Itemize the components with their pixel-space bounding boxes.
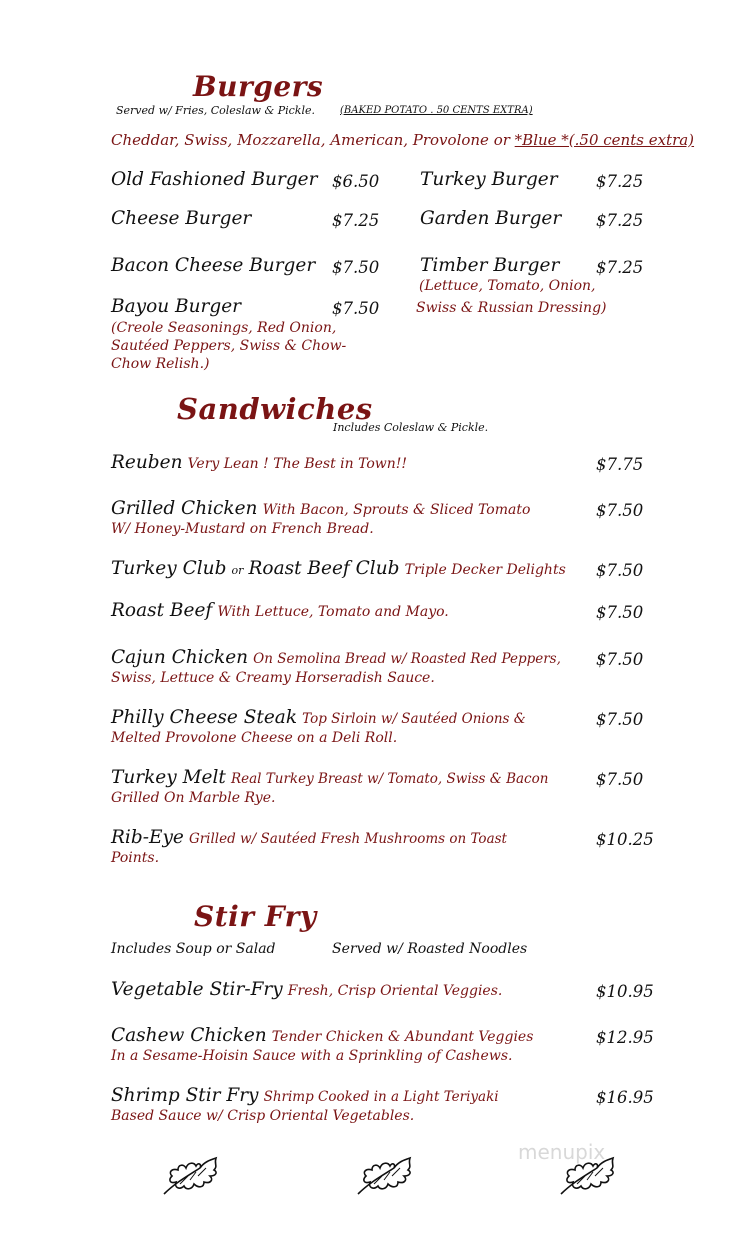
sandwich-name: Rib-Eye xyxy=(111,827,184,848)
oak-leaf-icon xyxy=(354,1154,418,1198)
burger-name: Cheese Burger xyxy=(111,208,252,229)
sandwich-name: Grilled Chicken xyxy=(111,498,258,519)
stirfry-desc: In a Sesame-Hoisin Sauce with a Sprinkling of Cashews. xyxy=(111,1048,513,1064)
sandwich-name: Turkey Club xyxy=(111,558,227,579)
burger-desc: (Creole Seasonings, Red Onion, xyxy=(111,320,337,336)
sandwich-row xyxy=(111,558,566,579)
sandwich-row xyxy=(111,600,449,621)
stirfry-price: $16.95 xyxy=(596,1088,654,1107)
sandwich-row xyxy=(111,827,507,848)
sandwich-desc: With Bacon, Sprouts & Sliced Tomato xyxy=(262,502,531,518)
sandwich-or: or xyxy=(231,564,244,577)
burger-price: $7.50 xyxy=(332,299,380,318)
burger-name: Bacon Cheese Burger xyxy=(111,255,316,276)
sandwiches-heading: Sandwiches xyxy=(177,392,373,426)
stirfry-name: Cashew Chicken xyxy=(111,1025,267,1046)
stirfry-price: $10.95 xyxy=(596,982,654,1001)
sandwich-row xyxy=(111,707,526,728)
stirfry-desc: Fresh, Crisp Oriental Veggies. xyxy=(287,983,503,999)
burger-desc: Chow Relish.) xyxy=(111,356,210,372)
burger-desc: Swiss & Russian Dressing) xyxy=(416,300,607,316)
sandwich-price: $7.50 xyxy=(596,603,644,622)
sandwich-desc: Top Sirloin w/ Sautéed Onions & xyxy=(302,711,526,727)
burger-desc: (Lettuce, Tomato, Onion, xyxy=(419,278,596,294)
stirfry-row xyxy=(111,979,502,1000)
sandwich-row xyxy=(111,498,530,519)
stirfry-price: $12.95 xyxy=(596,1028,654,1047)
sandwiches-note: Includes Coleslaw & Pickle. xyxy=(333,421,489,434)
sandwich-price: $7.50 xyxy=(596,650,644,669)
stirfry-desc: Shrimp Cooked in a Light Teriyaki xyxy=(263,1089,499,1105)
sandwich-desc: Grilled w/ Sautéed Fresh Mushrooms on Toast xyxy=(188,831,507,847)
sandwich-price: $7.50 xyxy=(596,710,644,729)
sandwich-row xyxy=(111,452,407,473)
burger-price: $7.50 xyxy=(332,258,380,277)
stirfry-name: Vegetable Stir-Fry xyxy=(111,979,283,1000)
stirfry-note-soup: Includes Soup or Salad xyxy=(111,941,276,957)
burger-price: $7.25 xyxy=(596,258,644,277)
sandwich-desc: With Lettuce, Tomato and Mayo. xyxy=(217,604,449,620)
cheese-blue: *Blue *(.50 cents extra) xyxy=(514,131,695,149)
sandwich-row xyxy=(111,647,561,668)
oak-leaf-icon xyxy=(557,1154,621,1198)
sandwich-price: $7.50 xyxy=(596,770,644,789)
sandwich-desc: Triple Decker Delights xyxy=(404,562,566,578)
cheese-list: Cheddar, Swiss, Mozzarella, American, Provolone or xyxy=(111,131,515,149)
stirfry-name: Shrimp Stir Fry xyxy=(111,1085,259,1106)
burger-name: Timber Burger xyxy=(420,255,560,276)
sandwich-price: $7.50 xyxy=(596,501,644,520)
sandwich-desc: Melted Provolone Cheese on a Deli Roll. xyxy=(111,730,398,746)
sandwich-name: Roast Beef Club xyxy=(248,558,400,579)
stirfry-row xyxy=(111,1025,533,1046)
sandwich-desc: Points. xyxy=(111,850,160,866)
sandwich-name: Philly Cheese Steak xyxy=(111,707,298,728)
sandwich-desc: Grilled On Marble Rye. xyxy=(111,790,276,806)
burger-price: $7.25 xyxy=(596,211,644,230)
sandwich-desc: Very Lean ! The Best in Town!! xyxy=(187,456,408,472)
sandwich-desc: Swiss, Lettuce & Creamy Horseradish Sauce. xyxy=(111,670,435,686)
burger-name: Garden Burger xyxy=(420,208,562,229)
burgers-baked-note: (BAKED POTATO . 50 CENTS EXTRA) xyxy=(340,105,533,116)
cheese-options xyxy=(111,131,694,149)
stirfry-desc: Based Sauce w/ Crisp Oriental Vegetables. xyxy=(111,1108,415,1124)
stirfry-heading: Stir Fry xyxy=(194,900,317,933)
sandwich-name: Reuben xyxy=(111,452,183,473)
sandwich-price: $7.75 xyxy=(596,455,644,474)
sandwich-price: $7.50 xyxy=(596,561,644,580)
burger-price: $6.50 xyxy=(332,172,380,191)
sandwich-name: Turkey Melt xyxy=(111,767,226,788)
watermark: menupix xyxy=(518,1140,606,1164)
stirfry-note-noodles: Served w/ Roasted Noodles xyxy=(332,941,528,957)
sandwich-desc: W/ Honey-Mustard on French Bread. xyxy=(111,521,374,537)
burger-desc: Sautéed Peppers, Swiss & Chow- xyxy=(111,338,347,354)
oak-leaf-icon xyxy=(160,1154,224,1198)
burgers-served-note: Served w/ Fries, Coleslaw & Pickle. xyxy=(116,104,315,117)
burger-name: Old Fashioned Burger xyxy=(111,169,318,190)
burger-price: $7.25 xyxy=(596,172,644,191)
sandwich-name: Roast Beef xyxy=(111,600,213,621)
stirfry-desc: Tender Chicken & Abundant Veggies xyxy=(271,1029,534,1045)
burgers-heading: Burgers xyxy=(193,70,324,103)
stirfry-row xyxy=(111,1085,499,1106)
burger-name: Turkey Burger xyxy=(420,169,558,190)
burger-name: Bayou Burger xyxy=(111,296,241,317)
sandwich-row xyxy=(111,767,548,788)
sandwich-desc: Real Turkey Breast w/ Tomato, Swiss & Bacon xyxy=(230,771,549,787)
burger-price: $7.25 xyxy=(332,211,380,230)
sandwich-name: Cajun Chicken xyxy=(111,647,249,668)
sandwich-price: $10.25 xyxy=(596,830,654,849)
sandwich-desc: On Semolina Bread w/ Roasted Red Peppers, xyxy=(253,651,561,667)
